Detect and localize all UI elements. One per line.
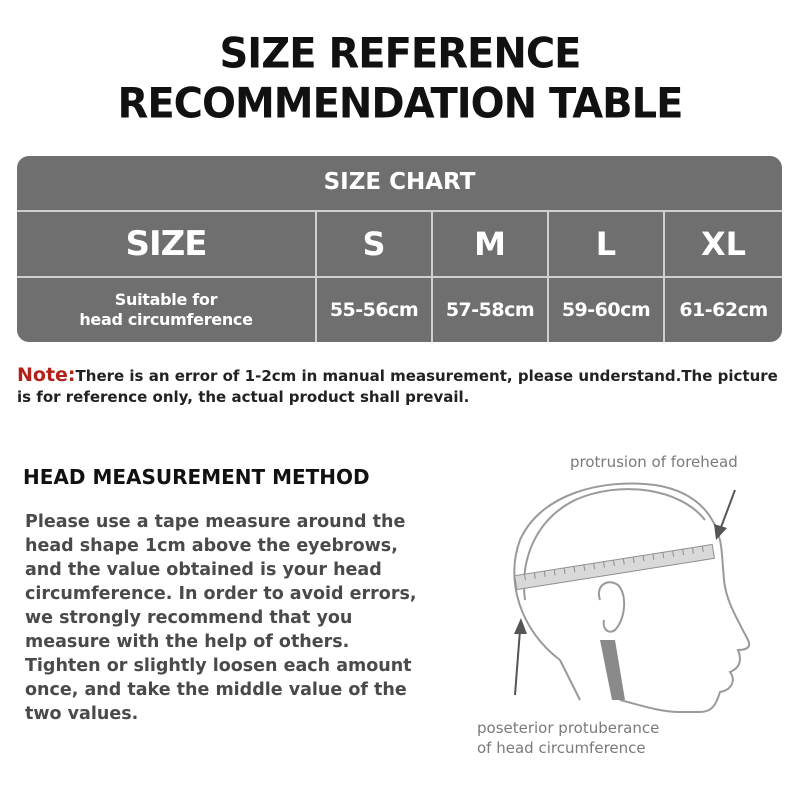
method-line: and the value obtained is your head [25,560,382,580]
size-m: M [433,212,549,276]
head-measurement-illustration [470,440,800,800]
posterior-label-line2: of head circumference [477,739,646,757]
circumference-m: 57-58cm [433,278,549,342]
circumference-row [17,278,782,342]
circumference-xl: 61-62cm [679,299,768,321]
posterior-arrow [514,618,527,695]
note-text: There is an error of 1-2cm in manual measurement, please understand.The picture is for reference only, the actual product shall prevail. [17,367,778,406]
circumference-l: 59-60cm [549,278,665,342]
size-row [17,212,782,278]
size-row-label: SIZE [17,212,317,276]
circumference-label-line1: Suitable for [114,290,218,309]
method-line: measure with the help of others. [25,632,350,652]
circumference-label-line2: head circumference [79,310,253,329]
circumference-s: 55-56cm [317,278,433,342]
size-s: S [317,212,433,276]
method-title: HEAD MEASUREMENT METHOD [23,465,370,489]
size-chart-header: SIZE CHART [17,156,782,212]
size-xl: XL [700,225,747,263]
forehead-label: protrusion of forehead [570,453,738,471]
circumference-row-label [17,278,317,342]
note-label: Note: [17,364,76,386]
method-line: Tighten or slightly loosen each amount [25,656,412,676]
method-text [25,510,435,726]
forehead-arrow [714,490,735,540]
page-title-line2: RECOMMENDATION TABLE [117,79,683,129]
method-line: we strongly recommend that you [25,608,353,628]
method-line: head shape 1cm above the eyebrows, [25,536,398,556]
method-line: two values. [25,704,139,724]
size-chart-table [17,156,782,342]
method-line: circumference. In order to avoid errors, [25,584,417,604]
method-line: Please use a tape measure around the [25,512,406,532]
method-line: once, and take the middle value of the [25,680,407,700]
page-title-line1: SIZE REFERENCE [219,29,581,79]
size-l: L [549,212,665,276]
posterior-label-line1: poseterior protuberance [477,719,660,737]
note-paragraph [17,365,787,408]
